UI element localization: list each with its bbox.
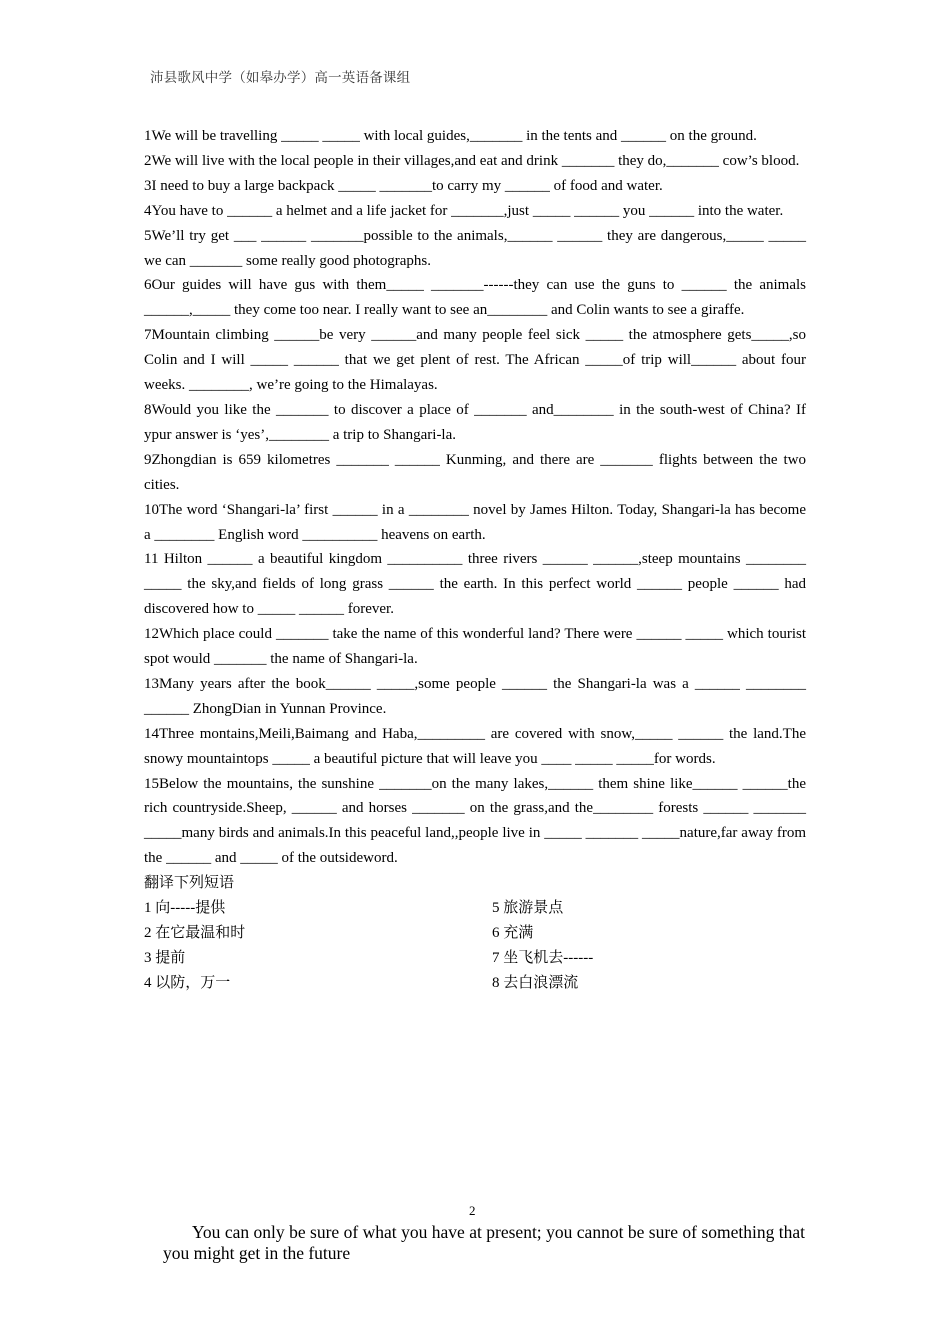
translation-item-4: 4 以防，万一	[144, 974, 231, 991]
translation-item-6: 6 充满	[492, 925, 534, 941]
translation-item-5: 5 旅游景点	[492, 900, 564, 917]
translation-item-2: 2 在它最温和时	[144, 925, 246, 941]
footer-quote: You can only be sure of what you have at present; you cannot be sure of something that you might get in the future	[163, 1221, 805, 1263]
page-number: 2	[469, 1203, 476, 1218]
exercise-7: 7Mountain climbing ______be very ______and many people feel sick _____ the atmosphere gets_____,so Colin and I will _____ ______ that we get plent of rest. The African _____of trip will______ about four weeks. ________, we’re going to the Himalayas.	[144, 327, 806, 394]
exercise-11: 11 Hilton ______ a beautiful kingdom __________ three rivers ______ ______,steep mountains ________ _____ the sky,and fields of long grass ______ the earth. In this perfect world ______ people ______ had discovered how to _____ ______ forever.	[144, 551, 806, 618]
exercise-4: 4You have to ______ a helmet and a life jacket for _______,just _____ ______ you ______ into the water.	[144, 202, 784, 219]
exercise-12: 12Which place could _______ take the name of this wonderful land? There were ______ _____ which tourist spot would _______ the name of Shangari-la.	[144, 626, 806, 668]
exercise-15: 15Below the mountains, the sunshine _______on the many lakes,______ them shine like______ ______the rich countryside.Sheep, ______ and horses _______ on the grass,and the________ forests ______ _______ _____many birds and animals.In this peaceful land,,people live in _____ _______ _____nature,far away from the ______ and _____ of the outsideword.	[144, 775, 806, 867]
translation-item-8: 8 去白浪漂流	[492, 974, 579, 991]
exercise-6: 6Our guides will have gus with them_____ _______------they can use the guns to ______ the animals ______,_____ they come too near. I really want to see an________ and Colin wants to see a giraffe.	[144, 277, 806, 319]
translation-list	[144, 896, 806, 996]
exercise-13: 13Many years after the book______ _____,some people ______ the Shangari-la was a ______ ________ ______ ZhongDian in Yunnan Province.	[144, 675, 806, 717]
exercise-1: 1We will be travelling _____ _____ with local guides,_______ in the tents and ______ on the ground.	[144, 128, 757, 144]
exercise-14: 14Three montains,Meili,Baimang and Haba,_________ are covered with snow,_____ ______ the land.The snowy mountaintops _____ a beautiful picture that will leave you ____ _____ _____for words.	[144, 725, 806, 767]
exercise-2: 2We will live with the local people in their villages,and eat and drink _______ they do,_______ cow’s blood.	[144, 152, 800, 169]
exercise-9: 9Zhongdian is 659 kilometres _______ ______ Kunming, and there are _______ flights between the two cities.	[144, 451, 806, 493]
translation-item-1: 1 向-----提供	[144, 900, 226, 917]
translation-title: 翻译下列短语	[144, 875, 235, 892]
page-header: 沛县歌风中学（如皋办学）高一英语备课组	[150, 70, 411, 85]
translation-item-3: 3 提前	[144, 949, 186, 966]
exercise-3: 3I need to buy a large backpack _____ _______to carry my ______ of food and water.	[144, 177, 663, 194]
exercise-10: 10The word ‘Shangari-la’ first ______ in a ________ novel by James Hilton. Today, Shangari-la has become a ________ English word __________ heavens on earth.	[144, 501, 806, 543]
exercise-content	[144, 124, 806, 996]
exercise-5: 5We’ll try get ___ ______ _______possible to the animals,______ ______ they are dangerous,_____ _____ we can _______ some really good photographs.	[144, 227, 806, 269]
translation-item-7: 7 坐飞机去------	[492, 949, 594, 966]
exercise-8: 8Would you like the _______ to discover a place of _______ and________ in the south-west of China? If ypur answer is ‘yes’,________ a trip to Shangari-la.	[144, 401, 806, 443]
